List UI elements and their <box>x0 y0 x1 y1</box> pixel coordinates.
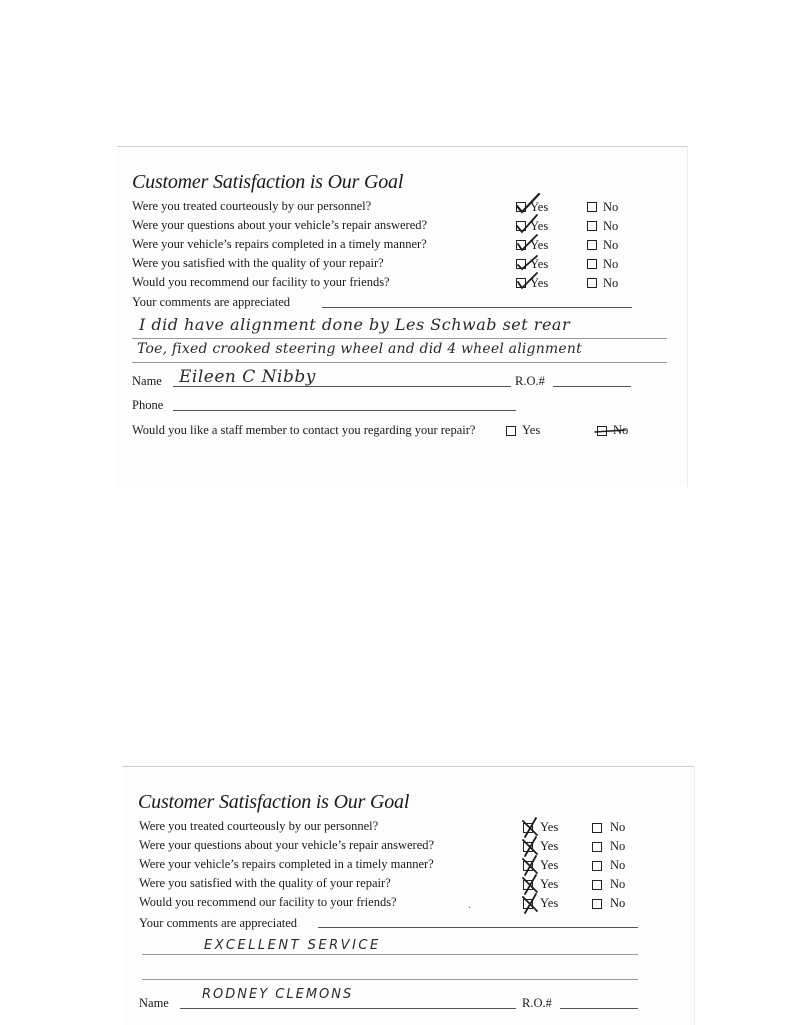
question-text: Were your questions about your vehicle’s repair answered? <box>139 838 435 852</box>
card-2-title: Customer Satisfaction is Our Goal <box>138 791 410 813</box>
no-label: No <box>610 839 626 853</box>
comments-label: Your comments are appreciated <box>132 295 291 309</box>
ro-line <box>560 1008 638 1009</box>
contact-no-checkbox[interactable] <box>597 426 607 436</box>
ro-label: R.O.# <box>515 374 545 388</box>
no-checkbox[interactable] <box>587 278 597 288</box>
no-checkbox[interactable] <box>592 880 602 890</box>
contact-no-label: No <box>613 423 629 437</box>
contact-yes-label: Yes <box>522 423 541 437</box>
no-checkbox[interactable] <box>587 259 597 269</box>
comments-line <box>132 338 667 339</box>
yes-label: Yes <box>530 276 549 290</box>
no-checkbox[interactable] <box>592 823 602 833</box>
question-row <box>122 819 694 838</box>
no-checkbox[interactable] <box>592 899 602 909</box>
no-label: No <box>603 238 619 252</box>
comments-line <box>142 954 638 955</box>
comments-line <box>142 979 638 980</box>
yes-checkbox[interactable] <box>523 880 533 890</box>
yes-label: Yes <box>540 896 559 910</box>
yes-checkbox[interactable] <box>523 823 533 833</box>
comments-line <box>318 927 638 928</box>
comments-line <box>322 307 632 308</box>
handwritten-name: RODNEY CLEMONS <box>202 987 354 1002</box>
yes-label: Yes <box>530 238 549 252</box>
no-checkbox[interactable] <box>592 861 602 871</box>
question-text: Were you treated courteously by our personnel? <box>139 819 379 833</box>
question-row <box>122 876 694 895</box>
no-label: No <box>610 877 626 891</box>
yes-checkbox[interactable] <box>523 899 533 909</box>
comments-label: Your comments are appreciated <box>139 916 298 930</box>
yes-checkbox[interactable] <box>523 861 533 871</box>
no-label: No <box>610 820 626 834</box>
comments-line <box>132 362 667 363</box>
yes-label: Yes <box>540 820 559 834</box>
yes-checkbox[interactable] <box>516 278 526 288</box>
question-row <box>117 256 687 275</box>
no-checkbox[interactable] <box>592 842 602 852</box>
yes-checkbox[interactable] <box>516 259 526 269</box>
handwritten-comment-line-2: Toe, fixed crooked steering wheel and did 4 wheel alignment <box>137 341 582 357</box>
yes-label: Yes <box>530 200 549 214</box>
name-line <box>173 386 511 387</box>
no-label: No <box>603 219 619 233</box>
survey-card-1 <box>117 146 688 487</box>
yes-label: Yes <box>540 839 559 853</box>
no-checkbox[interactable] <box>587 202 597 212</box>
question-row <box>117 199 687 218</box>
yes-checkbox[interactable] <box>523 842 533 852</box>
question-text: Were your vehicle’s repairs completed in a timely manner? <box>132 237 427 251</box>
name-label: Name <box>139 996 169 1010</box>
survey-card-2 <box>122 766 695 1025</box>
no-label: No <box>603 276 619 290</box>
question-row <box>122 857 694 876</box>
yes-label: Yes <box>530 257 549 271</box>
handwritten-comment-line-1: EXCELLENT SERVICE <box>204 938 381 953</box>
question-text: Were your questions about your vehicle’s repair answered? <box>132 218 428 232</box>
no-label: No <box>603 257 619 271</box>
yes-label: Yes <box>540 858 559 872</box>
question-row <box>117 218 687 237</box>
yes-checkbox[interactable] <box>516 202 526 212</box>
question-text: Were you satisfied with the quality of your repair? <box>132 256 384 270</box>
no-label: No <box>610 858 626 872</box>
ro-line <box>553 386 631 387</box>
card-1-title: Customer Satisfaction is Our Goal <box>132 171 404 193</box>
ro-label: R.O.# <box>522 996 552 1010</box>
phone-line <box>173 410 516 411</box>
question-text: Would you recommend our facility to your friends? <box>139 895 397 909</box>
yes-checkbox[interactable] <box>516 221 526 231</box>
stray-mark: . <box>468 897 471 911</box>
name-label: Name <box>132 374 162 388</box>
question-text: Were you treated courteously by our personnel? <box>132 199 372 213</box>
question-row <box>117 275 687 294</box>
contact-yes-checkbox[interactable] <box>506 426 516 436</box>
question-text: Were your vehicle’s repairs completed in a timely manner? <box>139 857 434 871</box>
no-checkbox[interactable] <box>587 240 597 250</box>
question-row <box>117 237 687 256</box>
no-label: No <box>603 200 619 214</box>
question-text: Would you recommend our facility to your friends? <box>132 275 390 289</box>
yes-label: Yes <box>530 219 549 233</box>
no-checkbox[interactable] <box>587 221 597 231</box>
no-label: No <box>610 896 626 910</box>
contact-question: Would you like a staff member to contact you regarding your repair? <box>132 423 476 437</box>
handwritten-name: Eileen C Nibby <box>179 367 316 387</box>
yes-label: Yes <box>540 877 559 891</box>
question-row <box>122 895 694 914</box>
name-line <box>180 1008 516 1009</box>
question-text: Were you satisfied with the quality of your repair? <box>139 876 391 890</box>
question-row <box>122 838 694 857</box>
yes-checkbox[interactable] <box>516 240 526 250</box>
handwritten-comment-line-1: I did have alignment done by Les Schwab set rear <box>139 315 571 334</box>
phone-label: Phone <box>132 398 164 412</box>
